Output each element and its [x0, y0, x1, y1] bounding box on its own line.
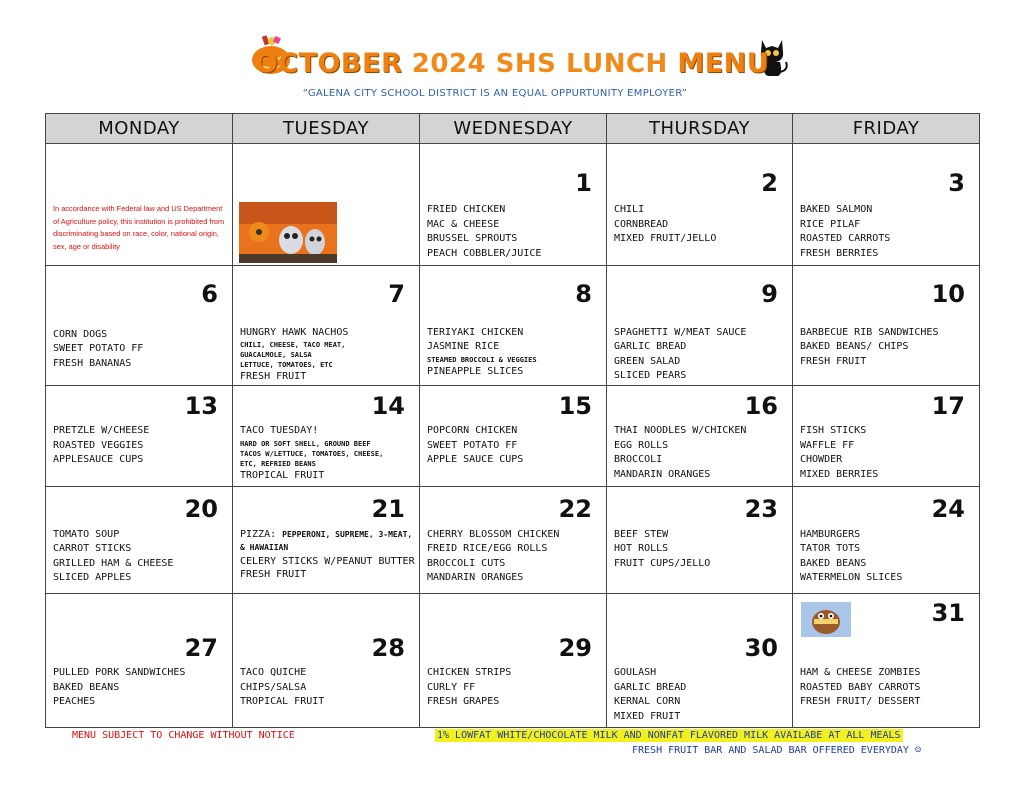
menu-item: CELERY STICKS W/PEANUT BUTTER: [240, 555, 415, 567]
day-cell: [793, 386, 980, 487]
day-cell: [793, 594, 980, 728]
week-row: [46, 594, 980, 728]
menu-item: BAKED SALMON: [800, 204, 873, 215]
menu-item: FISH STICKS: [800, 425, 867, 437]
date-number: 17: [931, 392, 965, 421]
menu-item: PULLED PORK SANDWICHES: [53, 667, 186, 679]
page-title: OCTOBER 2024 SHS LUNCH MENU: [254, 48, 770, 79]
menu-item: MIXED FRUIT: [614, 710, 681, 722]
menu-item: ROASTED BABY CARROTS: [800, 681, 921, 693]
menu-items: [614, 424, 788, 482]
menu-item: APPLESAUCE CUPS: [53, 454, 144, 466]
menu-items: [800, 666, 975, 710]
menu-item: SWEET POTATO FF: [427, 439, 518, 451]
menu-items: [240, 528, 415, 582]
day-cell: [607, 486, 793, 594]
date-number: 28: [371, 634, 405, 663]
day-cell: [233, 386, 420, 487]
date-number: 9: [761, 279, 778, 308]
menu-item-detail: GUACALMOLE, SALSA: [240, 351, 312, 360]
weekday-header: THURSDAY: [607, 114, 793, 144]
menu-items: [800, 528, 975, 586]
day-cell: [233, 486, 420, 594]
date-number: 29: [558, 634, 592, 663]
menu-items: [427, 203, 602, 261]
day-cell: [607, 144, 793, 266]
date-number: 16: [744, 392, 778, 421]
menu-item: CHOWDER: [800, 454, 843, 466]
menu-item: TROPICAL FRUIT: [240, 696, 325, 708]
lunch-menu-calendar: [45, 113, 980, 728]
menu-items: [614, 326, 788, 384]
menu-item: BAKED BEANS: [53, 681, 120, 693]
menu-item: HOT ROLLS: [614, 543, 669, 555]
menu-item: TACO QUICHE: [240, 667, 307, 679]
week-row: [46, 486, 980, 594]
menu-item: SWEET POTATO FF: [53, 343, 144, 355]
week-row: [46, 265, 980, 386]
menu-item: BAKED BEANS/ CHIPS: [800, 341, 909, 353]
menu-item: GARLIC BREAD: [614, 681, 687, 693]
menu-item: CHICKEN STRIPS: [427, 667, 512, 679]
menu-item: CORN DOGS: [53, 328, 108, 340]
menu-items: [53, 328, 228, 372]
menu-item: SLICED PEARS: [614, 370, 687, 382]
menu-item-detail: TACOS W/LETTUCE, TOMATOES, CHEESE,: [240, 449, 384, 458]
menu-items: [240, 326, 415, 385]
date-number: 27: [184, 634, 218, 663]
menu-item: TOMATO SOUP: [53, 528, 120, 540]
menu-item: TACO TUESDAY!: [240, 425, 319, 437]
date-number: 31: [931, 599, 965, 628]
menu-item: SPAGHETTI W/MEAT SAUCE: [614, 326, 747, 338]
day-cell: [420, 386, 607, 487]
day-cell: [420, 265, 607, 386]
day-cell: [233, 594, 420, 728]
menu-item: MAC & CHEESE: [427, 218, 500, 230]
menu-item-detail: HARD OR SOFT SHELL, GROUND BEEF: [240, 439, 371, 448]
menu-item: CURLY FF: [427, 681, 476, 693]
menu-item: GOULASH: [614, 667, 657, 679]
menu-item: HAM & CHEESE ZOMBIES: [800, 667, 921, 679]
date-number: 1: [575, 169, 592, 197]
menu-item: CHIPS/SALSA: [240, 681, 307, 693]
day-cell: [46, 386, 233, 487]
date-number: 21: [371, 494, 405, 523]
day-cell: [607, 594, 793, 728]
menu-item: THAI NOODLES W/CHICKEN: [614, 425, 747, 437]
date-number: 30: [744, 634, 778, 663]
menu-item: RICE PILAF: [800, 218, 861, 230]
day-cell: [607, 386, 793, 487]
menu-item: FRESH GRAPES: [427, 696, 500, 708]
menu-item: ROASTED VEGGIES: [53, 439, 144, 451]
weekday-header: FRIDAY: [793, 114, 980, 144]
day-cell: [420, 144, 607, 266]
date-number: 20: [184, 494, 218, 523]
menu-item: APPLE SAUCE CUPS: [427, 454, 524, 466]
menu-item: HUNGRY HAWK NACHOS: [240, 326, 349, 338]
day-cell-image: [233, 144, 420, 266]
date-number: 22: [558, 494, 592, 523]
date-number: 3: [948, 169, 965, 197]
menu-items: [240, 666, 415, 710]
menu-item: GRILLED HAM & CHEESE: [53, 557, 174, 569]
menu-item: ROASTED CARROTS: [800, 233, 891, 244]
weekday-header-row: [46, 114, 980, 144]
menu-item: PEACH COBBLER/JUICE: [427, 247, 542, 259]
day-cell: [793, 265, 980, 386]
weekday-header: WEDNESDAY: [420, 114, 607, 144]
menu-item-detail: ETC, REFRIED BEANS: [240, 459, 316, 468]
menu-item: TROPICAL FRUIT: [240, 469, 325, 481]
day-cell: [420, 486, 607, 594]
salad-bar-note: FRESH FRUIT BAR AND SALAD BAR OFFERED EVERYDAY ☺: [632, 745, 921, 756]
menu-item: FREID RICE/EGG ROLLS: [427, 543, 548, 555]
menu-item: BROCCOLI: [614, 454, 663, 466]
menu-item: BEEF STEW: [614, 528, 669, 540]
menu-item: BAKED BEANS: [800, 557, 867, 569]
halloween-photo: [239, 202, 337, 263]
menu-item: FRESH BERRIES: [800, 247, 879, 259]
menu-items: [427, 326, 602, 380]
menu-item: MANDARIN ORANGES: [427, 572, 524, 584]
menu-item: CHILI: [614, 204, 645, 215]
weekday-header: MONDAY: [46, 114, 233, 144]
menu-items: [614, 203, 788, 247]
menu-item: JASMINE RICE: [427, 341, 500, 353]
menu-item: EGG ROLLS: [614, 439, 669, 451]
nondiscrimination-notice: In accordance with Federal law and US Department of Agriculture policy, this institution is prohibited from discriminating based on race, color, national origin, sex, age or disability: [53, 204, 225, 251]
date-number: 14: [371, 392, 405, 421]
date-number: 7: [388, 279, 405, 308]
menu-item: WAFFLE FF: [800, 439, 855, 451]
menu-item: TERIYAKI CHICKEN: [427, 326, 524, 338]
date-number: 23: [744, 494, 778, 523]
date-number: 10: [931, 279, 965, 308]
menu-item: FRESH FRUIT: [240, 371, 307, 383]
menu-item: SLICED APPLES: [53, 572, 132, 584]
menu-item: GREEN SALAD: [614, 355, 681, 367]
weekday-header: TUESDAY: [233, 114, 420, 144]
menu-item: CORNBREAD: [614, 218, 669, 230]
day-cell: [793, 144, 980, 266]
menu-item: WATERMELON SLICES: [800, 572, 903, 584]
menu-items: [427, 528, 602, 586]
menu-item: GARLIC BREAD: [614, 341, 687, 353]
menu-item-detail: LETTUCE, TOMATOES, ETC: [240, 361, 333, 370]
menu-item: BRUSSEL SPROUTS: [427, 233, 518, 244]
menu-item-detail: PEPPERONI, SUPREME, 3-MEAT, & HAWAIIAN: [240, 529, 413, 553]
menu-item-detail: CHILI, CHEESE, TACO MEAT,: [240, 341, 346, 350]
week-row: [46, 144, 980, 266]
date-number: 2: [761, 169, 778, 197]
day-cell: [420, 594, 607, 728]
date-number: 24: [931, 494, 965, 523]
menu-item: FRESH FRUIT: [240, 569, 307, 581]
milk-availability-note: 1% LOWFAT WHITE/CHOCOLATE MILK AND NONFAT FLAVORED MILK AVAILABE AT ALL MEALS: [437, 730, 901, 741]
menu-items: [800, 203, 975, 261]
menu-items: [427, 666, 602, 710]
menu-item: CARROT STICKS: [53, 543, 132, 555]
menu-item: POPCORN CHICKEN: [427, 425, 518, 437]
menu-item: PIZZA:: [240, 528, 277, 540]
menu-item: TATOR TOTS: [800, 543, 861, 555]
menu-item: MIXED FRUIT/JELLO: [614, 233, 717, 244]
menu-item: FRUIT CUPS/JELLO: [614, 557, 711, 569]
day-cell: [607, 265, 793, 386]
date-number: 6: [201, 279, 218, 308]
menu-item: MIXED BERRIES: [800, 468, 879, 480]
day-cell: [233, 265, 420, 386]
menu-item: FRESH FRUIT: [800, 355, 867, 367]
menu-items: [53, 666, 228, 710]
menu-items: [614, 666, 788, 724]
menu-item: BROCCOLI CUTS: [427, 557, 506, 569]
day-cell: [46, 486, 233, 594]
menu-item: MANDARIN ORANGES: [614, 468, 711, 480]
menu-item: STEAMED BROCCOLI & VEGGIES: [427, 355, 537, 364]
date-number: 8: [575, 279, 592, 308]
date-number: 13: [184, 392, 218, 421]
menu-items: [53, 528, 228, 586]
menu-items: [800, 326, 975, 370]
menu-item: FRESH FRUIT/ DESSERT: [800, 696, 921, 708]
menu-item: BARBECUE RIB SANDWICHES: [800, 326, 939, 338]
day-cell: [46, 265, 233, 386]
menu-item: CHERRY BLOSSOM CHICKEN: [427, 528, 560, 540]
date-number: 15: [558, 392, 592, 421]
menu-item: PRETZLE W/CHEESE: [53, 425, 150, 437]
menu-change-notice: MENU SUBJECT TO CHANGE WITHOUT NOTICE: [72, 730, 295, 741]
menu-items: [240, 424, 415, 483]
menu-item: PINEAPPLE SLICES: [427, 365, 524, 377]
menu-item: KERNAL CORN: [614, 696, 681, 708]
day-cell: [793, 486, 980, 594]
day-cell-notice: [46, 144, 233, 266]
menu-item: FRESH BANANAS: [53, 357, 132, 369]
menu-item: HAMBURGERS: [800, 528, 861, 540]
menu-item: PEACHES: [53, 696, 96, 708]
menu-items: [614, 528, 788, 572]
day-cell: [46, 594, 233, 728]
week-row: [46, 386, 980, 487]
menu-items: [800, 424, 975, 482]
zombie-sandwich-image: [801, 602, 851, 637]
menu-items: [427, 424, 602, 468]
equal-opportunity-statement: “GALENA CITY SCHOOL DISTRICT IS AN EQUAL OPPURTUNITY EMPLOYER”: [302, 88, 688, 99]
menu-item: FRIED CHICKEN: [427, 204, 506, 215]
menu-items: [53, 424, 228, 468]
